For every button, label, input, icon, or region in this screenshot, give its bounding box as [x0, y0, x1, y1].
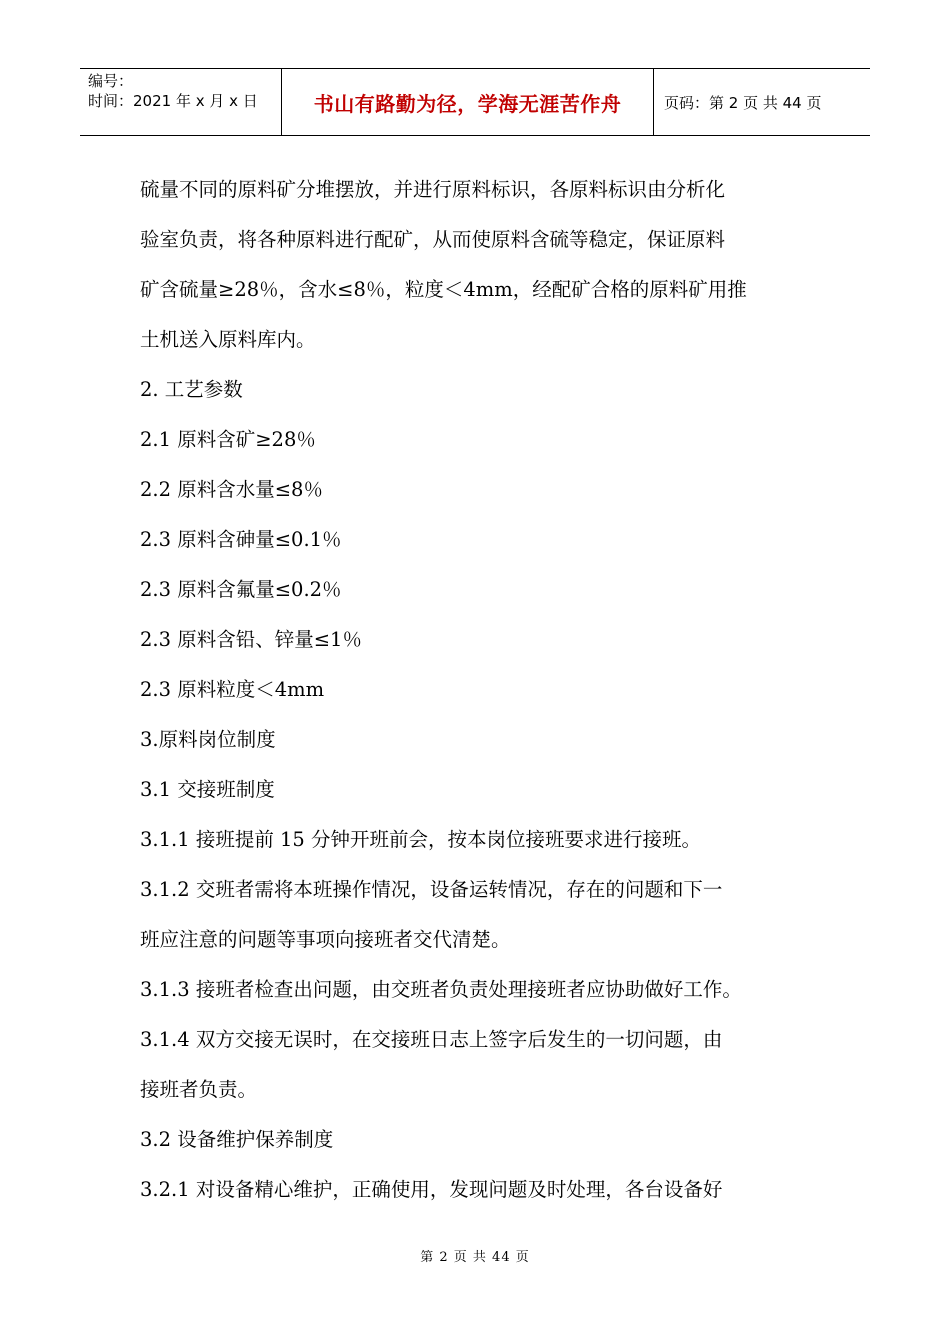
section-heading: 3.原料岗位制度 — [140, 728, 276, 751]
paragraph: 3.1.3 接班者检查出问题，由交班者负责处理接班者应协助做好工作。 — [140, 978, 742, 1001]
paragraph: 2.3 原料含砷量≤0.1％ — [140, 528, 342, 551]
header-meta — [80, 69, 282, 135]
paragraph: 验室负责，将各种原料进行配矿，从而使原料含硫等稳定，保证原料 — [140, 228, 726, 251]
time-label: 时间：2021 年 x 月 x 日 — [88, 92, 258, 110]
document-body — [140, 165, 820, 1215]
paragraph: 3.1.2 交班者需将本班操作情况，设备运转情况，存在的问题和下一 — [140, 878, 723, 901]
paragraph: 3.2.1 对设备精心维护，正确使用，发现问题及时处理，各台设备好 — [140, 1178, 723, 1201]
subsection-heading: 3.1 交接班制度 — [140, 778, 275, 801]
paragraph: 3.1.1 接班提前 15 分钟开班前会，按本岗位接班要求进行接班。 — [140, 828, 702, 851]
paragraph: 2.3 原料粒度＜4mm — [140, 678, 325, 701]
page-footer: 第 2 页 共 44 页 — [420, 1250, 530, 1265]
number-label: 编号： — [88, 72, 134, 90]
paragraph: 土机送入原料库内。 — [140, 328, 316, 351]
header-motto: 书山有路勤为径，学海无涯苦作舟 — [282, 69, 654, 135]
page-header — [80, 68, 870, 136]
subsection-heading: 3.2 设备维护保养制度 — [140, 1128, 334, 1151]
section-heading: 2. 工艺参数 — [140, 378, 243, 401]
paragraph: 接班者负责。 — [140, 1078, 258, 1101]
paragraph: 2.1 原料含矿≥28％ — [140, 428, 316, 451]
header-page-info: 页码：第 2 页 共 44 页 — [664, 93, 822, 112]
paragraph: 矿含硫量≥28％，含水≤8％，粒度＜4mm，经配矿合格的原料矿用推 — [140, 278, 747, 301]
paragraph: 3.1.4 双方交接无误时，在交接班日志上签字后发生的一切问题，由 — [140, 1028, 723, 1051]
paragraph: 班应注意的问题等事项向接班者交代清楚。 — [140, 928, 511, 951]
paragraph: 2.3 原料含氟量≤0.2％ — [140, 578, 342, 601]
paragraph: 2.3 原料含铅、锌量≤1％ — [140, 628, 362, 651]
paragraph: 硫量不同的原料矿分堆摆放，并进行原料标识，各原料标识由分析化 — [140, 178, 726, 201]
paragraph: 2.2 原料含水量≤8％ — [140, 478, 323, 501]
